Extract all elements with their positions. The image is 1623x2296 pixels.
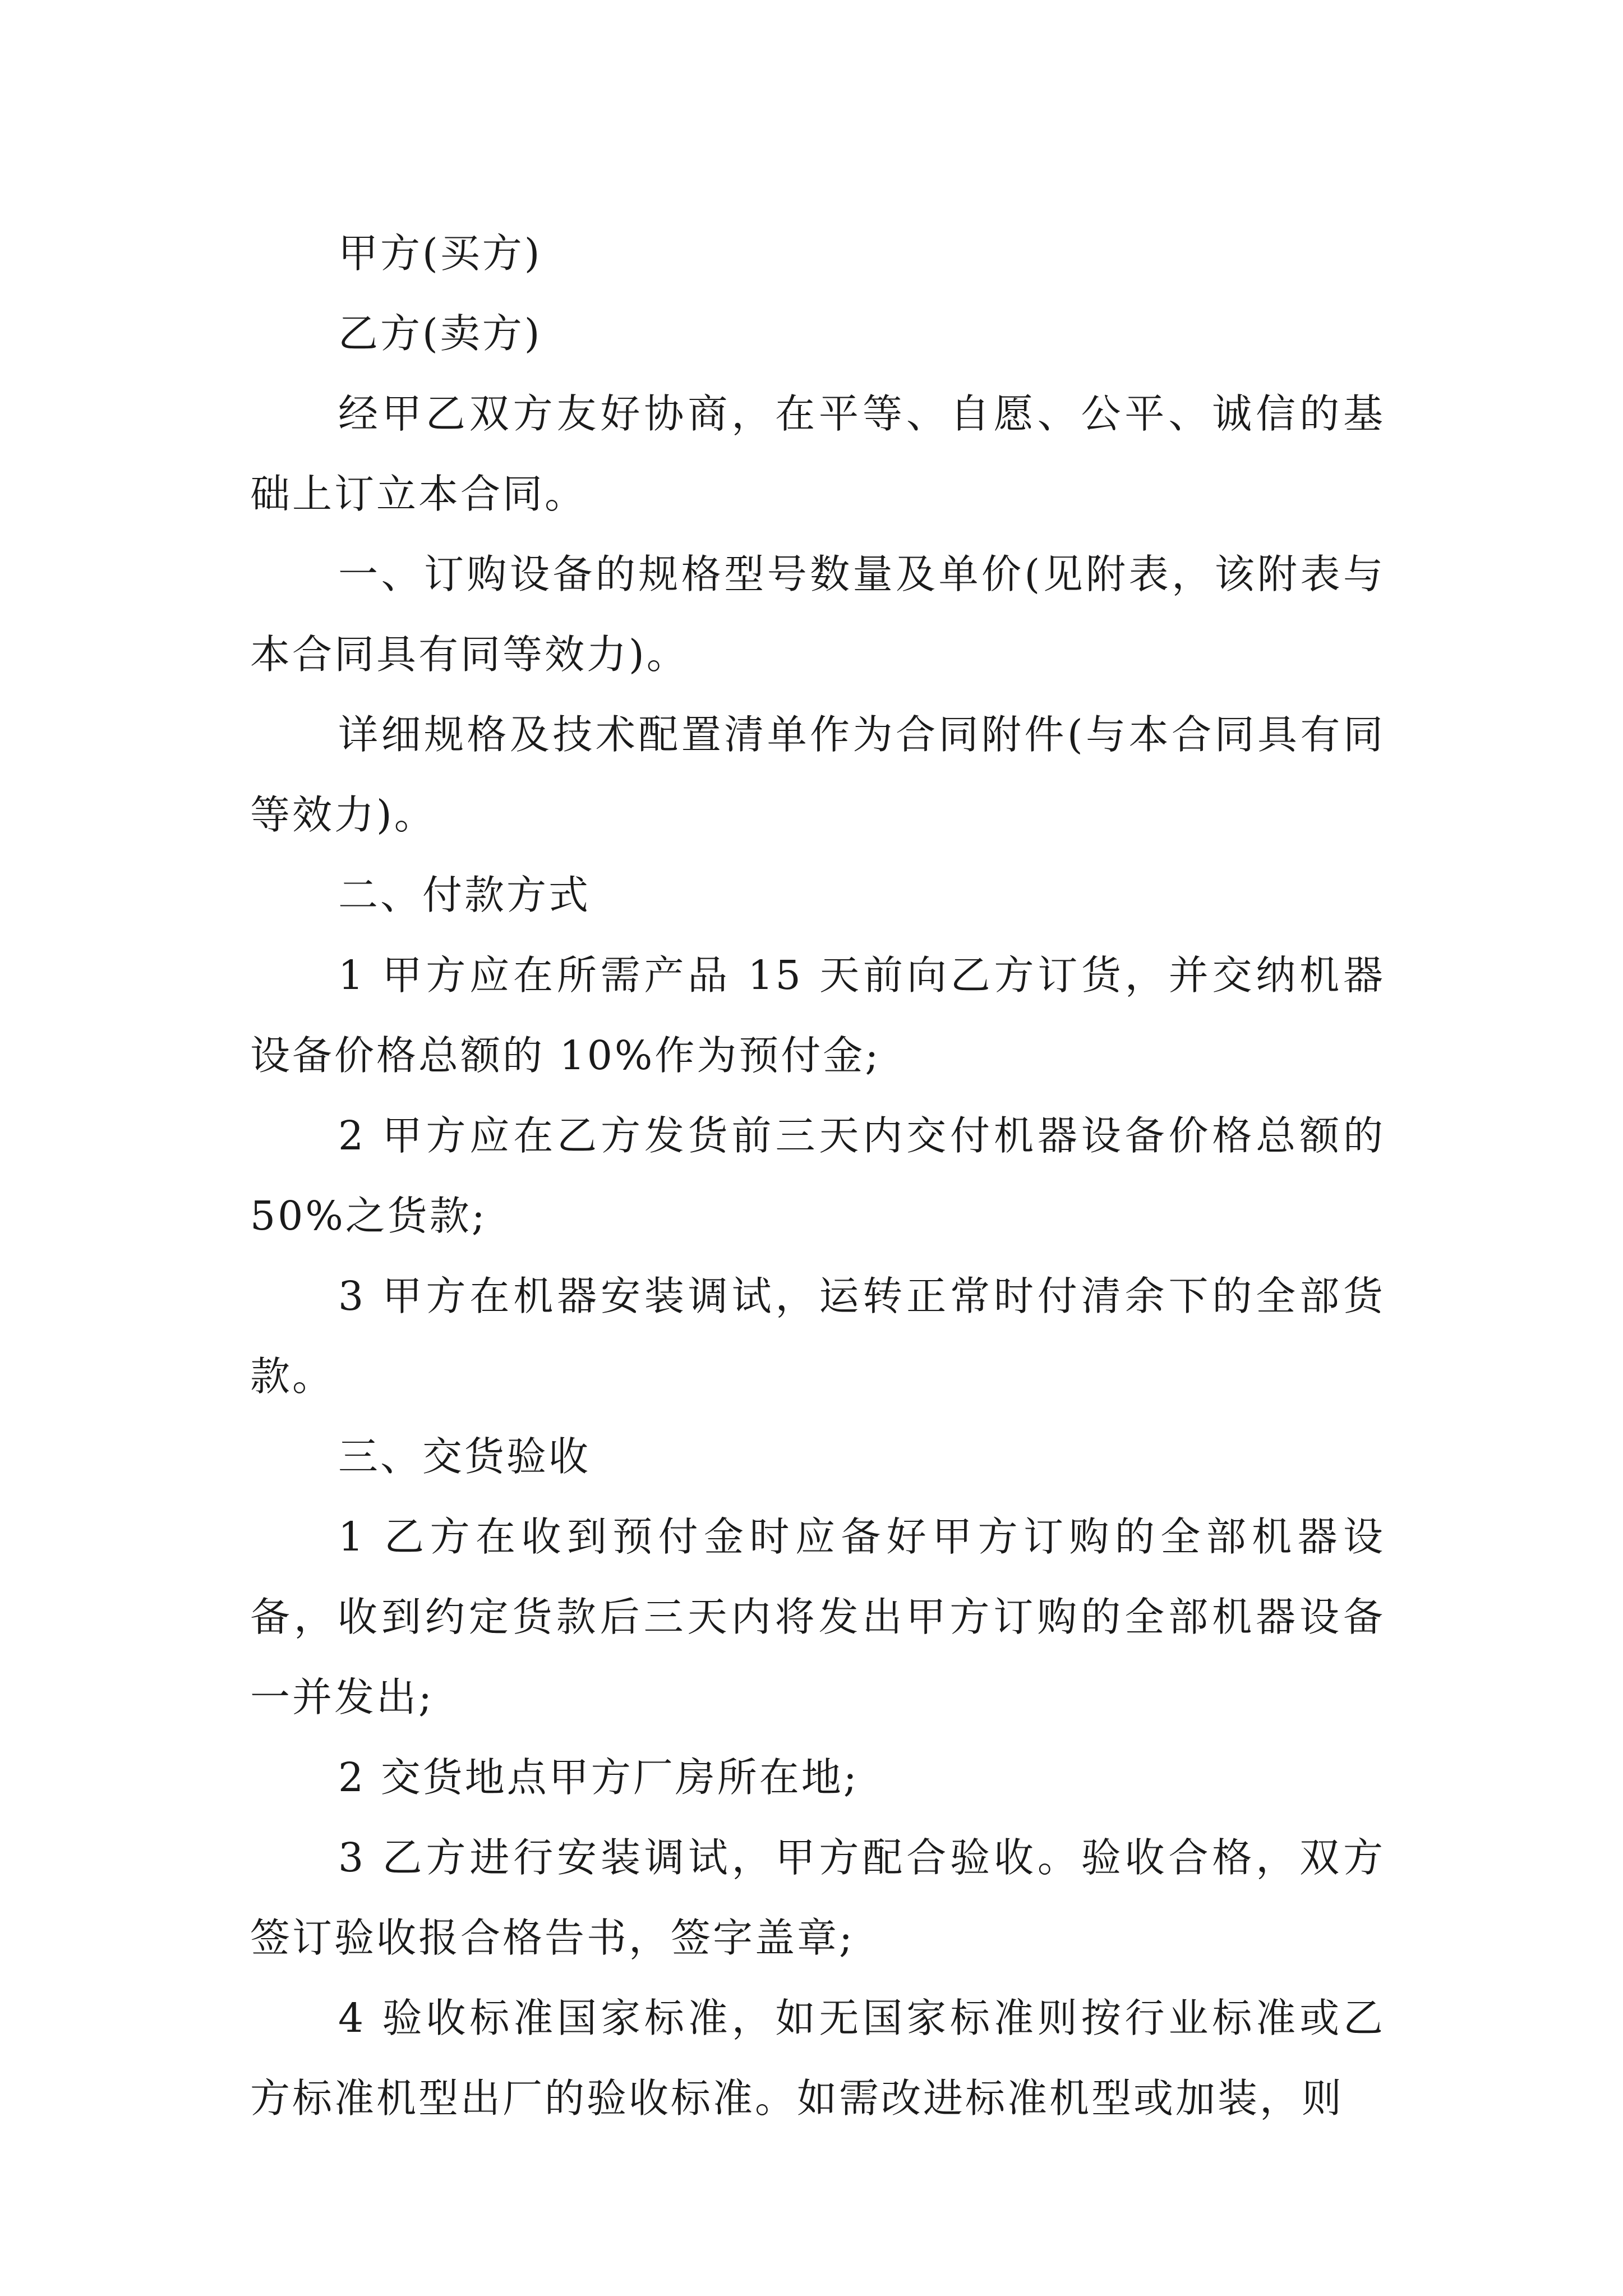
payment-item-2: 2 甲方应在乙方发货前三天内交付机器设备价格总额的 50%之货款; xyxy=(250,1112,1385,1239)
party-a-line: 甲方(买方) xyxy=(338,230,542,277)
delivery-item-2: 2 交货地点甲方厂房所在地; xyxy=(338,1754,859,1801)
section-1-paragraph: 一、订购设备的规格型号数量及单价(见附表，该附表与本合同具有同等效力)。 xyxy=(250,551,1385,678)
attachment-paragraph: 详细规格及技术配置清单作为合同附件(与本合同具有同等效力)。 xyxy=(250,711,1385,838)
document-page xyxy=(250,213,1385,2138)
payment-item-3: 3 甲方在机器安装调试，运转正常时付清余下的全部货款。 xyxy=(250,1273,1385,1400)
party-b-line: 乙方(卖方) xyxy=(338,310,542,357)
delivery-item-1: 1 乙方在收到预付金时应备好甲方订购的全部机器设备，收到约定货款后三天内将发出甲方订购的全部机器设备一并发出; xyxy=(250,1513,1385,1720)
section-2-heading: 二、付款方式 xyxy=(338,872,591,918)
delivery-item-3: 3 乙方进行安装调试，甲方配合验收。验收合格，双方签订验收报合格告书，签字盖章; xyxy=(250,1834,1385,1961)
delivery-item-4: 4 验收标准国家标准，如无国家标准则按行业标准或乙方标准机型出厂的验收标准。如需改进标准机型或加装，则 xyxy=(250,1995,1385,2122)
section-3-heading: 三、交货验收 xyxy=(338,1433,591,1480)
payment-item-1: 1 甲方应在所需产品 15 天前向乙方订货，并交纳机器设备价格总额的 10%作为预付金; xyxy=(250,952,1385,1079)
preamble-paragraph: 经甲乙双方友好协商，在平等、自愿、公平、诚信的基础上订立本合同。 xyxy=(250,390,1385,517)
